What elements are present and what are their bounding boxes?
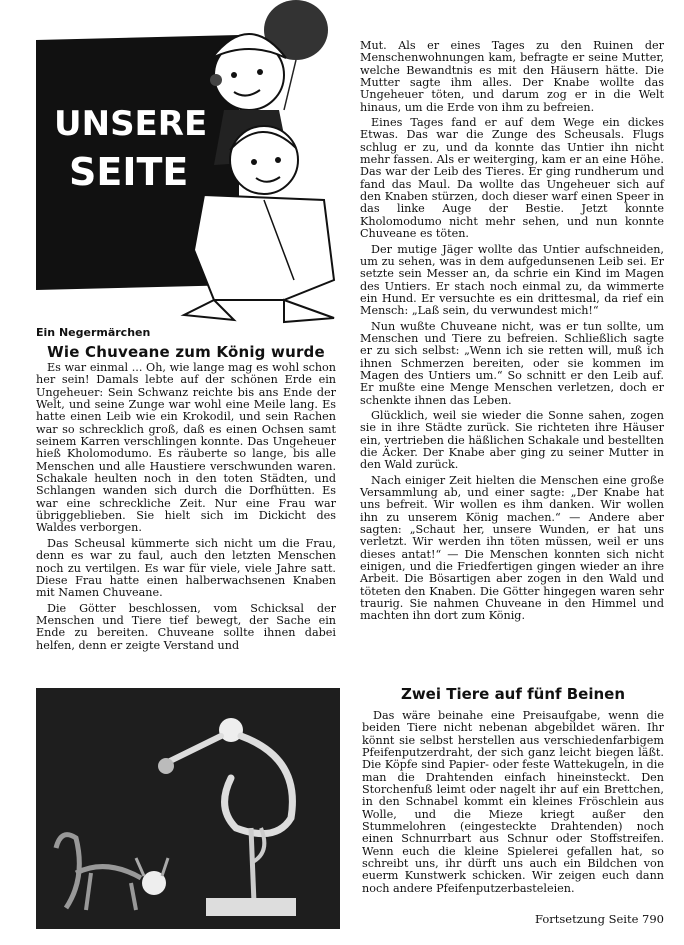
pipe-cleaner-animals-photo [36, 688, 340, 929]
logo-text: UNSERE [54, 104, 208, 144]
story-paragraph: Eines Tages fand er auf dem Wege ein dickes Etwas. Das war die Zunge des Scheusals. Flugs schlug er zu, und da konnte das Untier ihn nicht mehr fassen. Als er weiterging, kam er an eine Höhe. Das war der Leib des Tieres. Er ging rundherum und fand das Maul. Da wollte das Ungeheuer sich auf den Knaben stürzen, doch dieser warf einen Speer in das linke Auge der Bestie. Jetzt konnte Kholomodumo nicht mehr sehen, und nun konnte Chuveane es töten. [360, 116, 664, 241]
story-kicker: Ein Negermärchen [36, 326, 151, 339]
story-paragraph: Nun wußte Chuveane nicht, was er tun sollte, um Menschen und Tiere zu befreien. Schließlich sagte er zu sich selbst: „Wenn ich sie retten will, muß ich ihnen Schmerzen bereiten, oder sie kommen im Magen des Untiers um.“ So schnitt er den Leib auf. Er mußte eine Menge Menschen verletzen, doch er schenkte ihnen das Leben. [360, 319, 664, 407]
story-paragraph: Es war einmal ... Oh, wie lange mag es wohl schon her sein! Damals lebte auf der schönen Erde ein Ungeheuer: Sein Schwanz reichte bis ans Ende der Welt, und seine Zunge war wohl eine Meile lang. Es hatte einen Leib wie ein Krokodil, und sein Rachen war so schrecklich groß, daß es einen Ochsen samt seinem Karren verschlingen konnte. Das Ungeheuer hieß Kholomodumo. Es räuberte so lange, bis alle Menschen und alle Haustiere verschwunden waren. Schakale heulten noch in den toten Städten, und Schlangen wanden sich durch die Dorfhütten. Es war eine schreckliche Zeit. Nur eine Frau war übriggeblieben. Sie hielt sich im Dickicht des Waldes verborgen. [36, 361, 336, 535]
header-illustration [34, 0, 344, 326]
story-paragraph: Nach einiger Zeit hielten die Menschen eine große Versammlung ab, und einer sagte: „Der Knabe hat uns befreit. Wir wollen es ihm danken. Wir wollen ihn zu unserem König machen.“ — Andere aber sagten: „Schaut her, unsere Wunden, er hat uns verletzt. Wir werden ihn töten müssen, weil er uns dieses antat!“ — Die Menschen konnten sich nicht einigen, und die Friedfertigen gingen wieder an ihre Arbeit. Die Bösartigen aber zogen in den Wald und töteten den Knaben. Die Götter hingegen waren sehr traurig. Sie nahmen Chuveane in den Himmel und machten ihn dort zum König. [360, 473, 664, 623]
article2-body [362, 710, 664, 898]
article2-title: Zwei Tiere auf fünf Beinen [400, 685, 626, 703]
story-paragraph: Mut. Als er eines Tages zu den Ruinen der Menschenwohnungen kam, befragte er seine Mutter, welche Bewandtnis es mit den Häusern hätte. Die Mutter sagte ihm alles. Der Knabe wollte das Ungeheuer töten, und darum zog er in die Welt hinaus, um die Erde von ihm zu befreien. [360, 39, 664, 114]
story-paragraph: Glücklich, weil sie wieder die Sonne sahen, zogen sie in ihre Städte zurück. Sie richteten ihre Häuser ein, vertrieben die häßlichen Schakale und bestellten die Äcker. Der Knabe aber ging zu seiner Mutter in den Wald zurück. [360, 408, 664, 472]
story-paragraph: Die Götter beschlossen, vom Schicksal der Menschen und Tiere tief bewegt, der Sache ein Ende zu bereiten. Chuveane sollte ihnen dabei helfen, denn er zeigte Verstand und [36, 601, 336, 652]
story-left-column [36, 362, 336, 655]
story-right-column [360, 40, 664, 626]
story-paragraph: Das Scheusal kümmerte sich nicht um die Frau, denn es war zu faul, auch den letzten Menschen noch zu vertilgen. Es war für viele, viele Jahre satt. Diese Frau hatte einen halberwachsenen Knaben mit Namen Chuveane. [36, 536, 336, 600]
story-paragraph: Der mutige Jäger wollte das Untier aufschneiden, um zu sehen, was in dem aufgedunsenen Leib sei. Er setzte sein Messer an, da schrie ein Kind im Magen des Untiers. Er stach noch einmal zu, da wimmerte ein Hund. Er versuchte es ein drittesmal, da rief ein Mensch: „Laß sein, du verwundest mich!“ [360, 242, 664, 318]
svg-text:SEITE: SEITE [69, 150, 189, 194]
continuation-note: Fortsetzung Seite 790 [534, 912, 664, 926]
story-title: Wie Chuveane zum König wurde [47, 343, 325, 361]
article2-paragraph: Das wäre beinahe eine Preisaufgabe, wenn die beiden Tiere nicht nebenan abgebildet wären. Ihr könnt sie selbst herstellen aus verschiedenfarbigem Pfeifenputzerdraht, der sich ganz leicht biegen läßt. Die Köpfe sind Papier- oder feste Wattekugeln, in die man die Drahtenden einfach hineinsteckt. Den Storchenfuß leimt oder nagelt ihr auf ein Brettchen, in den Schnabel kommt ein kleines Fröschlein aus Wolle, und die Mieze kriegt außer den Stummelohren (eingesteckte Drahtenden) noch einen Schnurrbart aus Schnur oder Stoffstreifen. Wenn euch die kleine Spielerei gefallen hat, so schreibt uns, ihr dürft uns auch ein Bildchen von euerm Kunstwerk schicken. Wir zeigen euch dann noch andere Pfeifenputzerbasteleien. [362, 709, 664, 895]
